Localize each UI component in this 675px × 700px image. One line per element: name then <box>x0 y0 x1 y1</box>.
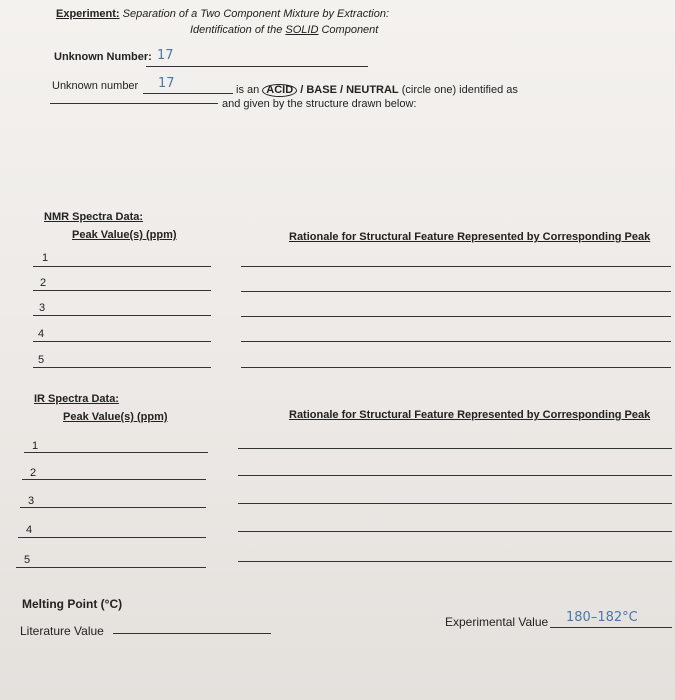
nmr-row-4-peak-line <box>33 341 211 342</box>
ir-title: IR Spectra Data: <box>34 393 119 405</box>
nmr-row-5-rationale-line <box>241 367 671 368</box>
nmr-row-4-number: 4 <box>38 328 45 340</box>
ir-row-1-peak-line <box>24 452 208 453</box>
unknown-number-2-value: 17 <box>158 76 175 91</box>
experimental-value-label: Experimental Value <box>445 615 549 629</box>
literature-value-label: Literature Value <box>20 624 104 638</box>
nmr-row-1-rationale-line <box>241 266 671 267</box>
nmr-rationale-header: Rationale for Structural Feature Represented by Corresponding Peak <box>289 231 651 243</box>
experimental-value-line <box>550 627 672 628</box>
ir-row-3-rationale-line <box>238 503 672 504</box>
nmr-row-5-number: 5 <box>38 354 45 366</box>
melting-point-title: Melting Point (°C) <box>22 597 123 611</box>
ir-row-1-number: 1 <box>32 440 39 452</box>
ir-row-5-number: 5 <box>24 554 31 566</box>
experimental-value: 180–182°C <box>566 610 638 625</box>
nmr-row-1-peak-line <box>33 266 211 267</box>
ir-row-5-peak-line <box>16 567 206 568</box>
unknown-number-2-label: Unknown number <box>52 80 139 92</box>
experiment-label: Experiment: <box>56 8 120 20</box>
ir-row-4-number: 4 <box>26 524 33 536</box>
nmr-row-3-peak-line <box>33 315 211 316</box>
acid-circled: ACID <box>262 84 297 97</box>
nmr-row-2-rationale-line <box>241 291 671 292</box>
experiment-text: Separation of a Two Component Mixture by Extraction: <box>119 8 390 20</box>
experiment-title <box>56 8 389 20</box>
identified-as-line <box>50 103 218 104</box>
unknown-number-2-line <box>143 93 233 94</box>
ir-peak-header: Peak Value(s) (ppm) <box>63 411 168 423</box>
nmr-peak-header: Peak Value(s) (ppm) <box>72 229 177 241</box>
ir-row-2-rationale-line <box>238 475 672 476</box>
structure-statement: and given by the structure drawn below: <box>222 98 417 110</box>
nmr-row-3-rationale-line <box>241 316 671 317</box>
unknown-number-label: Unknown Number: <box>54 51 152 63</box>
ir-rationale-header: Rationale for Structural Feature Represented by Corresponding Peak <box>289 409 651 421</box>
ir-row-3-peak-line <box>20 507 206 508</box>
ir-row-4-rationale-line <box>238 531 672 532</box>
experiment-subtitle: Identification of the SOLID Component <box>190 24 379 36</box>
literature-value-line <box>113 633 271 634</box>
acid-base-statement: is an ACID / BASE / NEUTRAL (circle one) identified as <box>236 84 518 96</box>
ir-row-1-rationale-line <box>238 448 672 449</box>
ir-row-2-number: 2 <box>30 467 37 479</box>
nmr-row-5-peak-line <box>33 367 211 368</box>
ir-row-3-number: 3 <box>28 495 35 507</box>
ir-row-4-peak-line <box>18 537 206 538</box>
nmr-row-4-rationale-line <box>241 341 671 342</box>
nmr-title: NMR Spectra Data: <box>44 211 144 223</box>
ir-row-2-peak-line <box>22 479 206 480</box>
nmr-row-1-number: 1 <box>42 252 49 264</box>
nmr-row-3-number: 3 <box>39 302 46 314</box>
unknown-number-line <box>146 66 368 67</box>
nmr-row-2-peak-line <box>33 290 211 291</box>
nmr-row-2-number: 2 <box>40 277 47 289</box>
ir-row-5-rationale-line <box>238 561 672 562</box>
unknown-number-value: 17 <box>157 48 174 63</box>
